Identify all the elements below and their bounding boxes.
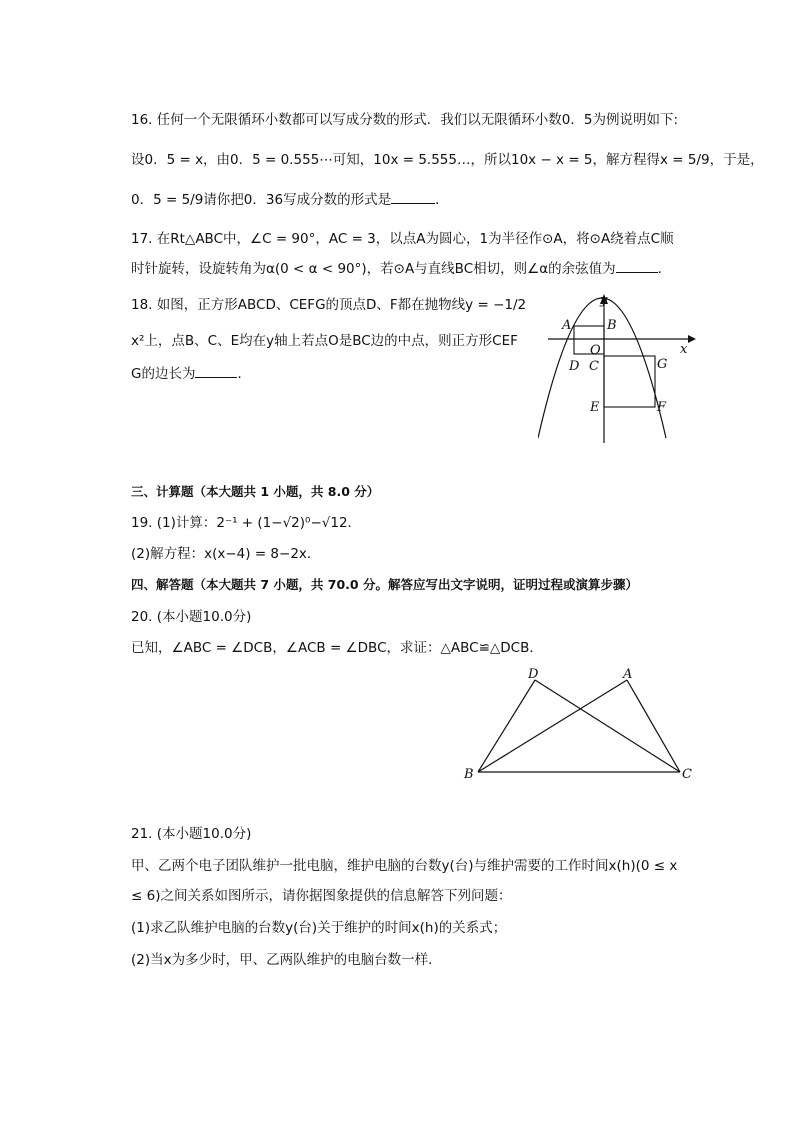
- q18-parabola-figure: [538, 288, 698, 448]
- q20-line-2: 已知，∠ABC = ∠DCB，∠ACB = ∠DBC，求证：△ABC≌△DCB．: [131, 640, 543, 656]
- label-c: C: [589, 359, 599, 374]
- label-a: A: [562, 318, 572, 333]
- q18-line-3: [131, 364, 251, 384]
- q21-line-4: (1)求乙队维护电脑的台数y(台)关于维护的时间x(h)的关系式；: [131, 920, 507, 936]
- label-a: A: [623, 667, 633, 682]
- q20-line-1: 20. (本小题10.0分): [131, 609, 252, 625]
- q20-triangle-figure: [460, 664, 700, 786]
- q16-line-2: 设0．5̇ = x，由0．5̇ = 0.555⋯可知，10x = 5.555…，所以10x − x = 5，解方程得x = 5/9，于是，: [131, 152, 764, 168]
- q21-line-2: 甲、乙两个电子团队维护一批电脑，维护电脑的台数y(台)与维护需要的工作时间x(h)(0 ≤ x: [131, 858, 678, 874]
- square-cefg: [604, 356, 655, 407]
- parabola-curve: [538, 298, 666, 438]
- answer-blank-16: [391, 191, 435, 204]
- label-b: B: [607, 318, 617, 333]
- q21-line-3: ≤ 6)之间关系如图所示，请你据图象提供的信息解答下列问题：: [131, 888, 512, 904]
- q18-line-3-end: ．: [237, 366, 251, 382]
- label-d: D: [569, 359, 580, 374]
- q17-line-2-text: 时针旋转，设旋转角为α(0 < α < 90°)，若⊙A与直线BC相切，则∠α的余弦值为: [131, 261, 616, 277]
- section-4-title: 四、解答题（本大题共 7 小题，共 70.0 分。解答应写出文字说明，证明过程或演算步骤）: [131, 577, 638, 592]
- q21-line-1: 21. (本小题10.0分): [131, 826, 252, 842]
- q16-line-3-text: 0．5̇ = 5/9请你把0．3̇6̇写成分数的形式是: [131, 192, 392, 208]
- label-c: C: [682, 767, 692, 782]
- q16-line-3-end: ．: [435, 192, 449, 208]
- label-d: D: [528, 667, 539, 682]
- label-e: E: [590, 400, 600, 415]
- x-axis-arrow-icon: [688, 335, 696, 343]
- label-o: O: [590, 343, 601, 358]
- q21-line-5: (2)当x为多少时，甲、乙两队维护的电脑台数一样．: [131, 952, 442, 968]
- q17-line-1: 17. 在Rt△ABC中，∠C = 90°，AC = 3，以点A为圆心，1为半径作⊙A，将⊙A绕着点C顺: [131, 231, 674, 247]
- q19-line-2: (2)解方程：x(x−4) = 8−2x．: [131, 546, 321, 562]
- label-f: F: [657, 400, 667, 415]
- q17-line-2-end: ．: [657, 261, 672, 277]
- q16-line-3: [131, 190, 449, 210]
- label-x: x: [680, 342, 688, 357]
- q18-line-1: 18. 如图，正方形ABCD、CEFG的顶点D、F都在抛物线y = −1/2: [131, 297, 527, 313]
- label-y: y: [600, 293, 608, 308]
- segment-dc: [535, 680, 680, 772]
- segment-ac: [627, 680, 680, 772]
- q17-line-2: [131, 259, 671, 279]
- q18-line-2: x²上，点B、C、E均在y轴上若点O是BC边的中点，则正方形CEF: [131, 333, 518, 349]
- label-b: B: [464, 767, 474, 782]
- segment-bd: [478, 680, 535, 772]
- answer-blank-18: [195, 365, 237, 378]
- q18-line-3-text: G的边长为: [131, 366, 196, 382]
- q19-line-1: 19. (1)计算：2⁻¹ + (1−√2)⁰−√12．: [131, 515, 362, 531]
- section-3-title: 三、计算题（本大题共 1 小题，共 8.0 分）: [131, 484, 380, 499]
- segment-ba: [478, 680, 627, 772]
- answer-blank-17: [616, 260, 658, 273]
- label-g: G: [657, 357, 668, 372]
- q16-line-1: 16. 任何一个无限循环小数都可以写成分数的形式．我们以无限循环小数0．5̇为例说明如下:: [131, 112, 678, 128]
